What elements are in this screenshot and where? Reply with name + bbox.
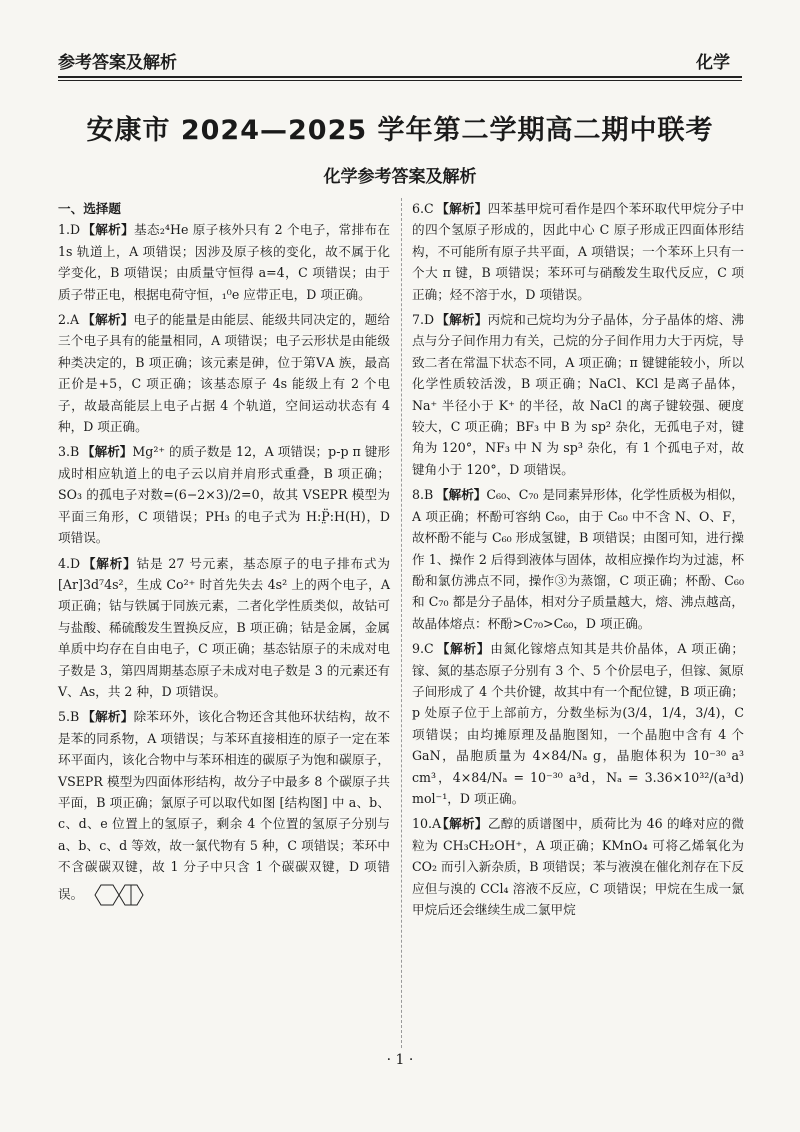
header-subject-label: 化学 bbox=[696, 53, 730, 73]
answer-text: 丙烷和己烷均为分子晶体，分子晶体的熔、沸点与分子间作用力有关，己烷的分子间作用力大于丙烷，导致二者在常温下状态不同，A 项正确；π 键键能较小，所以化学性质较活泼，B 项正确；NaCl、KCl 是离子晶体，Na⁺ 半径小于 K⁺ 的半径，故 NaCl 的离子键较强、硬度较大，C 项正确；BF₃ 中 B 为 sp² 杂化，无孤电子对，键角为 120°，NF₃ 中 N 为 sp³ 杂化，有 1 个孤电子对，故键角小于 120°，D 项错误。 bbox=[412, 312, 745, 477]
header-left-label: 参考答案及解析 bbox=[58, 53, 177, 73]
answer-number: 6.C bbox=[412, 201, 434, 216]
answer-tag: 【解析】 bbox=[82, 555, 137, 571]
answer-number: 10.A bbox=[412, 816, 442, 832]
answer-item-7 bbox=[412, 309, 744, 480]
answer-number: 5.B bbox=[58, 709, 80, 725]
answer-item-6 bbox=[412, 198, 744, 305]
page-number: · 1 · bbox=[386, 1052, 414, 1068]
answer-tag: 【解析】 bbox=[436, 816, 488, 832]
answer-item-3 bbox=[58, 441, 390, 548]
structure-diagram-icon bbox=[87, 878, 147, 912]
answer-text: 四苯基甲烷可看作是四个苯环取代甲烷分子中的四个氢原子形成的，因此中心 C 原子形成正四面体形结构，不可能所有原子共平面，A 项错误；一个苯环上只有一个大 π 键，B 项错误；苯环可与硝酸发生取代反应，C 项正确；烃不溶于水，D 项错误。 bbox=[412, 201, 745, 302]
answer-text: 除苯环外，该化合物还含其他环状结构，故不是苯的同系物，A 项错误；与苯环直接相连的原子一定在苯环平面内，该化合物中与苯环相连的碳原子为饱和碳原子，VSEPR 模型为四面体形结构，故分子中最多 8 个碳原子共平面，B 项正确；氯原子可以取代如图 [结构图] 中 a、b、c、d、e 位置上的氢原子，剩余 4 个位置的氢原子分别与 a、b、c、d 等效，故一氯代物有 5 种，C 项错误；苯环中不含碳碳双键，故 1 分子中只含 1 个碳碳双键，D 项错误。 bbox=[58, 709, 391, 902]
page-subtitle: 化学参考答案及解析 bbox=[323, 167, 477, 187]
answer-tag: 【解析】 bbox=[82, 312, 134, 328]
answer-tag: 【解析】 bbox=[82, 222, 135, 238]
answer-number: 4.D bbox=[58, 555, 81, 571]
answer-text: 基态₂⁴He 原子核外只有 2 个电子，常排布在 1s 轨道上，A 项错误；因涉及原子核的变化，故不属于化学变化，B 项错误；由质量守恒得 a=4，C 项错误；由于质子带正电，根据电荷守恒，₁⁰e 应带正电，D 项正确。 bbox=[58, 222, 391, 302]
page-title: 安康市 2024—2025 学年第二学期高二期中联考 bbox=[86, 115, 714, 146]
left-column bbox=[58, 198, 390, 916]
answer-item-10 bbox=[412, 813, 744, 920]
header-rule-thin bbox=[58, 80, 742, 81]
answer-number: 3.B bbox=[58, 444, 80, 460]
answer-item-9 bbox=[412, 638, 744, 809]
answer-text: C₆₀、C₇₀ 是同素异形体，化学性质极为相似，A 项正确；杯酚可容纳 C₆₀，由于 C₆₀ 中不含 N、O、F，故杯酚不能与 C₆₀ 形成氢键，B 项错误；由图可知，进行操作 1、操作 2 后得到液体与固体，故相应操作均为过滤，杯酚和氯仿沸点不同，操作③为蒸馏，C 项正确；杯酚、C₆₀ 和 C₇₀ 都是分子晶体，相对分子质量越大，熔、沸点越高，故晶体熔点：杯酚>C₇₀>C₆₀，D 项正确。 bbox=[412, 487, 744, 631]
section-heading: 一、选择题 bbox=[58, 201, 121, 216]
answer-text: 电子的能量是由能层、能级共同决定的，题给三个电子具有的能量相同，A 项错误；电子云形状是由能级种类决定的，B 项正确；该元素是砷，位于第ⅤA 族，最高正价是+5，C 项正确；该基态原子 4s 能级上有 2 个电子，故最高能层上电子占据 4 个轨道，空间运动状态有 4 种，D 项正确。 bbox=[58, 312, 391, 435]
answer-tag: 【解析】 bbox=[436, 487, 487, 503]
answer-number: 1.D bbox=[58, 222, 81, 238]
answer-number: 9.C bbox=[412, 641, 434, 657]
answer-tag: 【解析】 bbox=[436, 641, 491, 657]
answer-item-2 bbox=[58, 309, 390, 437]
column-divider bbox=[401, 198, 402, 1048]
answer-number: 7.D bbox=[412, 312, 435, 328]
answer-text: 乙醇的质谱图中，质荷比为 46 的峰对应的微粒为 CH₃CH₂OH⁺，A 项正确；KMnO₄ 可将乙烯氧化为 CO₂ 而引入新杂质，B 项错误；苯与液溴在催化剂存在下反应但与溴的 CCl₄ 溶液不反应，C 项错误；甲烷在生成一氯甲烷后还会继续生成二氯甲烷 bbox=[412, 816, 744, 917]
answer-tag: 【解析】 bbox=[436, 312, 488, 328]
answer-text: 钴是 27 号元素，基态原子的电子排布式为[Ar]3d⁷4s²，生成 Co²⁺ 时首先失去 4s² 上的两个电子，A 项正确；钴与铁属于同族元素，二者化学性质类似，故钴可与盐酸、稀硫酸发生置换反应，B 项正确；钴是金属，金属单质中均存在自由电子，C 项正确；基态钴原子的未成对电子数是 3，第四周期基态原子未成对电子数是 3 的元素还有 V、As，共 2 种，D 项错误。 bbox=[58, 555, 390, 699]
answer-number: 8.B bbox=[412, 487, 434, 503]
right-column bbox=[412, 198, 744, 924]
answer-item-5 bbox=[58, 706, 390, 911]
answer-tag: 【解析】 bbox=[82, 709, 134, 725]
answer-item-4 bbox=[58, 553, 390, 703]
answer-tag: 【解析】 bbox=[82, 444, 133, 460]
answer-text: Mg²⁺ 的质子数是 12，A 项错误；p-p π 键形成时相应轨道上的电子云以肩并肩形式重叠，B 项正确；SO₃ 的孤电子对数=(6−2×3)/2=0，故其 VSEPR 模型为平面三角形，C 项错误；PH₃ 的电子式为 H:P̤̈:H(H)，D 项错误。 bbox=[58, 444, 390, 546]
header-rule bbox=[58, 76, 742, 78]
answer-item-1 bbox=[58, 219, 390, 305]
answer-text: 由氮化镓熔点知其是共价晶体，A 项正确；镓、氮的基态原子分别有 3 个、5 个价层电子，但镓、氮原子间形成了 4 个共价键，故其中有一个配位键，B 项正确；p 处原子位于上部前方，分数坐标为(3/4，1/4，3/4)，C 项错误；由均摊原理及晶胞图知，一个晶胞中含有 4 个 GaN，晶胞质量为 4×84/Nₐ g，晶胞体积为 10⁻³⁰ a³ cm³，4×84/Nₐ = 10⁻³⁰ a³d，Nₐ = 3.36×10³²/(a³d) mol⁻¹，D 项正确。 bbox=[412, 641, 745, 806]
answer-tag: 【解析】 bbox=[436, 201, 488, 216]
answer-number: 2.A bbox=[58, 312, 80, 328]
answer-item-8 bbox=[412, 484, 744, 634]
